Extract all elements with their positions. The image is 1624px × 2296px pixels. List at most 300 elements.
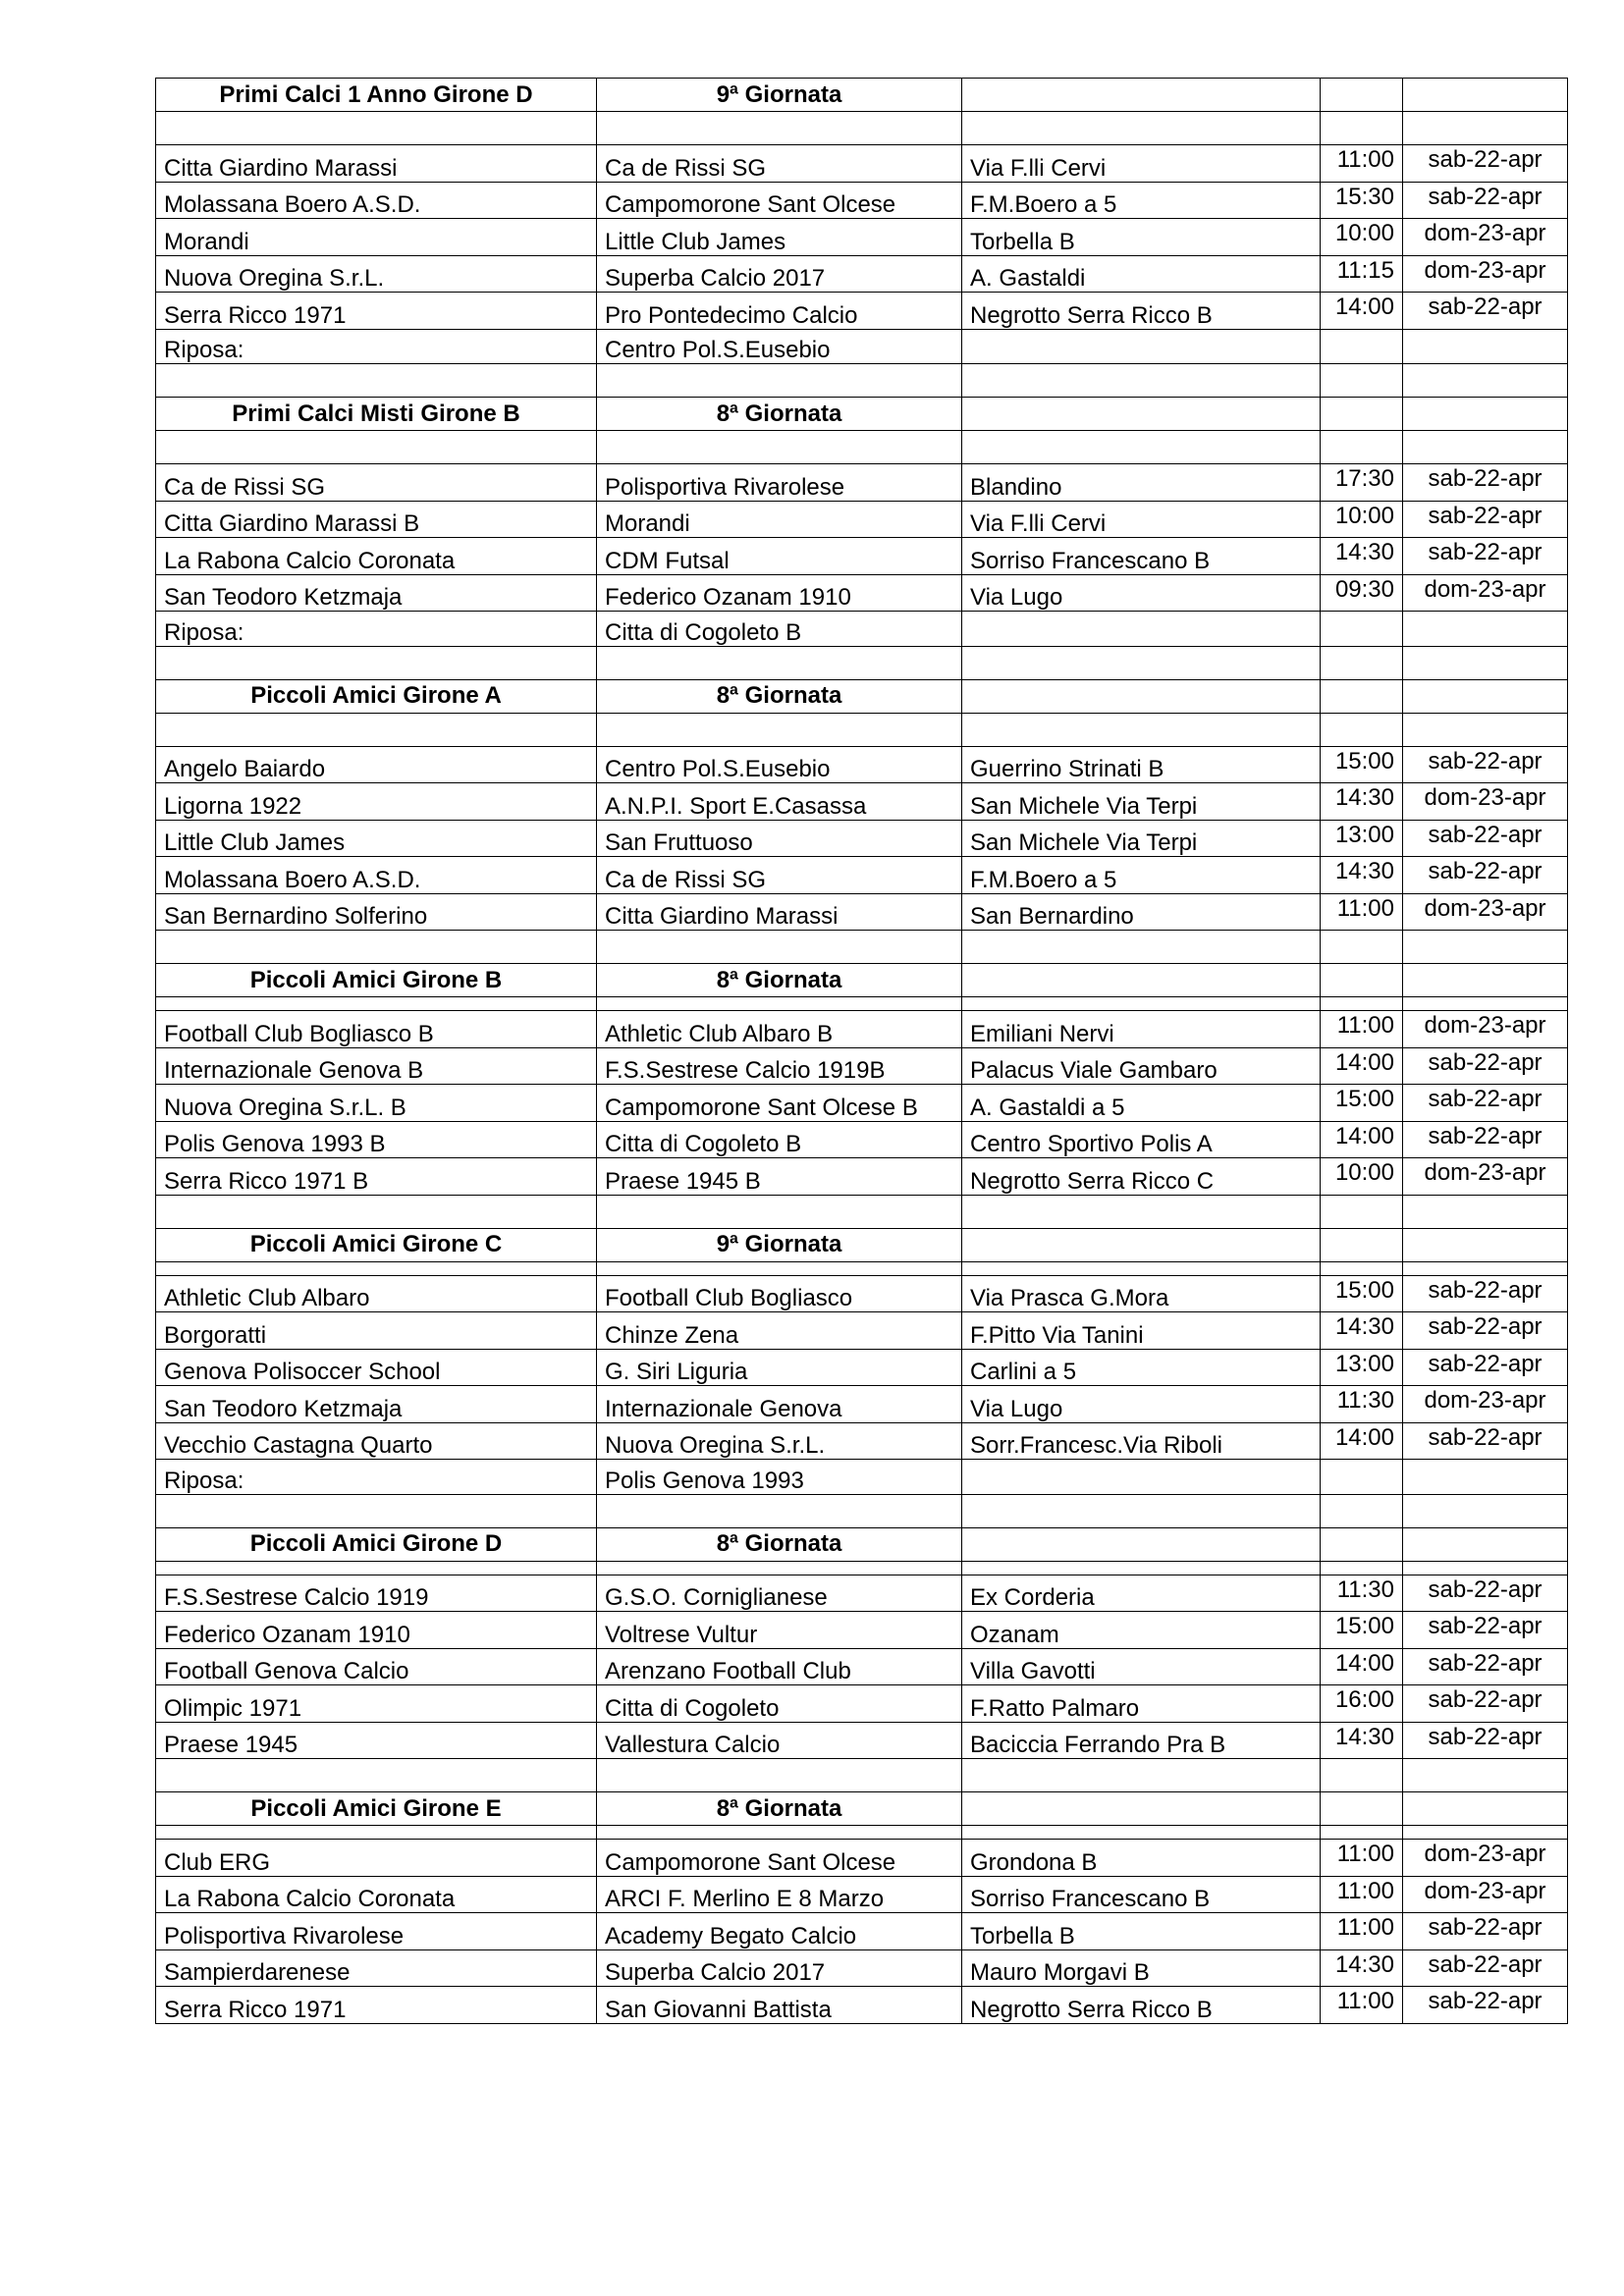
empty-cell	[597, 1759, 962, 1792]
kickoff-time: 14:00	[1321, 1422, 1403, 1460]
empty-cell	[597, 431, 962, 464]
away-team: Athletic Club Albaro B	[597, 1011, 962, 1048]
away-team: Football Club Bogliasco	[597, 1275, 962, 1312]
separator-row	[156, 1195, 1568, 1228]
match-date: sab-22-apr	[1403, 293, 1568, 330]
away-team: Campomorone Sant Olcese	[597, 1840, 962, 1877]
kickoff-time: 14:00	[1321, 1047, 1403, 1085]
venue: Negrotto Serra Ricco C	[962, 1158, 1321, 1196]
kickoff-time: 14:00	[1321, 1121, 1403, 1158]
empty-cell	[1321, 112, 1403, 145]
match-row	[156, 1575, 1568, 1612]
section-header-row	[156, 398, 1568, 431]
section-title: Piccoli Amici Girone D	[156, 1527, 597, 1561]
rest-label: Riposa:	[156, 329, 597, 364]
home-team: Morandi	[156, 219, 597, 256]
empty-cell	[962, 431, 1321, 464]
kickoff-time: 11:30	[1321, 1575, 1403, 1612]
match-row	[156, 1275, 1568, 1312]
home-team: La Rabona Calcio Coronata	[156, 1876, 597, 1913]
away-team: Superba Calcio 2017	[597, 255, 962, 293]
empty-cell	[962, 612, 1321, 647]
rest-team: Citta di Cogoleto B	[597, 612, 962, 647]
empty-cell	[597, 1494, 962, 1527]
venue: Via Lugo	[962, 574, 1321, 612]
home-team: Ligorna 1922	[156, 783, 597, 821]
section-header-row	[156, 1228, 1568, 1261]
match-row	[156, 1349, 1568, 1386]
kickoff-time: 14:00	[1321, 1648, 1403, 1685]
away-team: F.S.Sestrese Calcio 1919B	[597, 1047, 962, 1085]
empty-cell	[597, 713, 962, 746]
match-date: sab-22-apr	[1403, 746, 1568, 783]
home-team: Praese 1945	[156, 1722, 597, 1759]
section-title: Primi Calci Misti Girone B	[156, 398, 597, 431]
schedule-table	[155, 78, 1568, 2024]
kickoff-time: 11:00	[1321, 1840, 1403, 1877]
empty-cell	[156, 997, 597, 1011]
kickoff-time: 14:30	[1321, 857, 1403, 894]
round-label: 8ª Giornata	[597, 398, 962, 431]
spacer-row	[156, 112, 1568, 145]
empty-cell	[962, 1460, 1321, 1495]
venue: Palacus Viale Gambaro	[962, 1047, 1321, 1085]
match-date: dom-23-apr	[1403, 1876, 1568, 1913]
match-date: sab-22-apr	[1403, 1121, 1568, 1158]
match-date: dom-23-apr	[1403, 255, 1568, 293]
empty-cell	[962, 1527, 1321, 1561]
empty-cell	[962, 1494, 1321, 1527]
empty-cell	[1321, 364, 1403, 398]
match-row	[156, 893, 1568, 931]
match-date: sab-22-apr	[1403, 1085, 1568, 1122]
empty-cell	[1403, 964, 1568, 997]
rest-team: Centro Pol.S.Eusebio	[597, 329, 962, 364]
venue: Blandino	[962, 464, 1321, 502]
empty-cell	[1403, 1527, 1568, 1561]
empty-cell	[1321, 646, 1403, 679]
match-row	[156, 255, 1568, 293]
empty-cell	[1321, 398, 1403, 431]
empty-cell	[1321, 997, 1403, 1011]
kickoff-time: 11:00	[1321, 1987, 1403, 2024]
spacer-row	[156, 1561, 1568, 1575]
match-row	[156, 1987, 1568, 2024]
venue: Mauro Morgavi B	[962, 1949, 1321, 1987]
empty-cell	[962, 112, 1321, 145]
away-team: ARCI F. Merlino E 8 Marzo	[597, 1876, 962, 1913]
match-row	[156, 501, 1568, 538]
venue: F.M.Boero a 5	[962, 182, 1321, 219]
empty-cell	[962, 398, 1321, 431]
home-team: F.S.Sestrese Calcio 1919	[156, 1575, 597, 1612]
kickoff-time: 13:00	[1321, 820, 1403, 857]
home-team: Angelo Baiardo	[156, 746, 597, 783]
match-row	[156, 1011, 1568, 1048]
away-team: Federico Ozanam 1910	[597, 574, 962, 612]
empty-cell	[156, 364, 597, 398]
separator-row	[156, 931, 1568, 964]
match-row	[156, 1685, 1568, 1723]
away-team: Ca de Rissi SG	[597, 145, 962, 183]
empty-cell	[1403, 1460, 1568, 1495]
empty-cell	[1403, 931, 1568, 964]
separator-row	[156, 1759, 1568, 1792]
away-team: Little Club James	[597, 219, 962, 256]
match-row	[156, 538, 1568, 575]
match-date: dom-23-apr	[1403, 1011, 1568, 1048]
empty-cell	[1403, 431, 1568, 464]
empty-cell	[156, 1561, 597, 1575]
empty-cell	[1403, 398, 1568, 431]
venue: Emiliani Nervi	[962, 1011, 1321, 1048]
home-team: Molassana Boero A.S.D.	[156, 182, 597, 219]
empty-cell	[156, 1261, 597, 1275]
section-title: Piccoli Amici Girone C	[156, 1228, 597, 1261]
match-row	[156, 219, 1568, 256]
round-label: 8ª Giornata	[597, 1792, 962, 1826]
match-date: sab-22-apr	[1403, 1685, 1568, 1723]
empty-cell	[962, 679, 1321, 713]
away-team: Superba Calcio 2017	[597, 1949, 962, 1987]
home-team: La Rabona Calcio Coronata	[156, 538, 597, 575]
empty-cell	[597, 364, 962, 398]
venue: Carlini a 5	[962, 1349, 1321, 1386]
empty-cell	[1403, 997, 1568, 1011]
kickoff-time: 14:30	[1321, 783, 1403, 821]
venue: Centro Sportivo Polis A	[962, 1121, 1321, 1158]
match-date: dom-23-apr	[1403, 1386, 1568, 1423]
away-team: Arenzano Football Club	[597, 1648, 962, 1685]
home-team: San Teodoro Ketzmaja	[156, 574, 597, 612]
venue: Sorriso Francescano B	[962, 538, 1321, 575]
empty-cell	[156, 1195, 597, 1228]
section-header-row	[156, 1792, 1568, 1826]
home-team: Football Genova Calcio	[156, 1648, 597, 1685]
rest-row	[156, 329, 1568, 364]
match-row	[156, 746, 1568, 783]
home-team: Polisportiva Rivarolese	[156, 1913, 597, 1950]
away-team: Citta Giardino Marassi	[597, 893, 962, 931]
home-team: Molassana Boero A.S.D.	[156, 857, 597, 894]
home-team: Little Club James	[156, 820, 597, 857]
match-row	[156, 182, 1568, 219]
venue: Guerrino Strinati B	[962, 746, 1321, 783]
empty-cell	[1321, 1561, 1403, 1575]
venue: Via Prasca G.Mora	[962, 1275, 1321, 1312]
section-header-row	[156, 679, 1568, 713]
venue: A. Gastaldi a 5	[962, 1085, 1321, 1122]
empty-cell	[1321, 964, 1403, 997]
kickoff-time: 15:00	[1321, 1085, 1403, 1122]
spacer-row	[156, 1826, 1568, 1840]
section-header-row	[156, 79, 1568, 112]
venue: San Michele Via Terpi	[962, 820, 1321, 857]
home-team: San Bernardino Solferino	[156, 893, 597, 931]
section-title: Primi Calci 1 Anno Girone D	[156, 79, 597, 112]
away-team: CDM Futsal	[597, 538, 962, 575]
kickoff-time: 15:30	[1321, 182, 1403, 219]
empty-cell	[597, 1826, 962, 1840]
home-team: Serra Ricco 1971 B	[156, 1158, 597, 1196]
home-team: Citta Giardino Marassi	[156, 145, 597, 183]
empty-cell	[156, 1759, 597, 1792]
empty-cell	[962, 997, 1321, 1011]
match-date: sab-22-apr	[1403, 1349, 1568, 1386]
match-date: sab-22-apr	[1403, 857, 1568, 894]
away-team: Citta di Cogoleto	[597, 1685, 962, 1723]
away-team: G. Siri Liguria	[597, 1349, 962, 1386]
match-date: sab-22-apr	[1403, 1312, 1568, 1350]
match-row	[156, 1386, 1568, 1423]
venue: Ozanam	[962, 1612, 1321, 1649]
empty-cell	[1403, 713, 1568, 746]
match-date: sab-22-apr	[1403, 1722, 1568, 1759]
empty-cell	[1321, 1195, 1403, 1228]
home-team: Nuova Oregina S.r.L. B	[156, 1085, 597, 1122]
match-date: sab-22-apr	[1403, 1949, 1568, 1987]
match-date: sab-22-apr	[1403, 1047, 1568, 1085]
match-date: sab-22-apr	[1403, 1275, 1568, 1312]
empty-cell	[1321, 1826, 1403, 1840]
kickoff-time: 14:00	[1321, 293, 1403, 330]
venue: Grondona B	[962, 1840, 1321, 1877]
section-title: Piccoli Amici Girone E	[156, 1792, 597, 1826]
empty-cell	[962, 931, 1321, 964]
home-team: Serra Ricco 1971	[156, 1987, 597, 2024]
match-date: sab-22-apr	[1403, 182, 1568, 219]
away-team: Citta di Cogoleto B	[597, 1121, 962, 1158]
round-label: 9ª Giornata	[597, 79, 962, 112]
match-date: sab-22-apr	[1403, 1612, 1568, 1649]
home-team: Nuova Oregina S.r.L.	[156, 255, 597, 293]
kickoff-time: 14:30	[1321, 1312, 1403, 1350]
kickoff-time: 09:30	[1321, 574, 1403, 612]
empty-cell	[1403, 1759, 1568, 1792]
match-row	[156, 857, 1568, 894]
venue: F.Ratto Palmaro	[962, 1685, 1321, 1723]
match-row	[156, 1158, 1568, 1196]
empty-cell	[1321, 612, 1403, 647]
match-date: dom-23-apr	[1403, 893, 1568, 931]
home-team: Sampierdarenese	[156, 1949, 597, 1987]
away-team: Voltrese Vultur	[597, 1612, 962, 1649]
empty-cell	[597, 997, 962, 1011]
match-date: dom-23-apr	[1403, 783, 1568, 821]
venue: San Bernardino	[962, 893, 1321, 931]
away-team: Academy Begato Calcio	[597, 1913, 962, 1950]
match-row	[156, 293, 1568, 330]
separator-row	[156, 646, 1568, 679]
empty-cell	[1403, 1826, 1568, 1840]
kickoff-time: 17:30	[1321, 464, 1403, 502]
home-team: Football Club Bogliasco B	[156, 1011, 597, 1048]
match-date: dom-23-apr	[1403, 574, 1568, 612]
section-title: Piccoli Amici Girone A	[156, 679, 597, 713]
kickoff-time: 10:00	[1321, 1158, 1403, 1196]
away-team: Ca de Rissi SG	[597, 857, 962, 894]
rest-row	[156, 612, 1568, 647]
away-team: San Fruttuoso	[597, 820, 962, 857]
match-row	[156, 1085, 1568, 1122]
away-team: Pro Pontedecimo Calcio	[597, 293, 962, 330]
empty-cell	[1403, 679, 1568, 713]
away-team: Polisportiva Rivarolese	[597, 464, 962, 502]
empty-cell	[1403, 1494, 1568, 1527]
away-team: Campomorone Sant Olcese B	[597, 1085, 962, 1122]
venue: F.Pitto Via Tanini	[962, 1312, 1321, 1350]
empty-cell	[962, 1826, 1321, 1840]
kickoff-time: 11:00	[1321, 893, 1403, 931]
empty-cell	[962, 79, 1321, 112]
kickoff-time: 11:00	[1321, 1913, 1403, 1950]
empty-cell	[1321, 1228, 1403, 1261]
empty-cell	[1403, 612, 1568, 647]
match-row	[156, 1612, 1568, 1649]
home-team: Athletic Club Albaro	[156, 1275, 597, 1312]
match-date: sab-22-apr	[1403, 464, 1568, 502]
empty-cell	[597, 646, 962, 679]
home-team: Internazionale Genova B	[156, 1047, 597, 1085]
kickoff-time: 14:30	[1321, 538, 1403, 575]
venue: Negrotto Serra Ricco B	[962, 1987, 1321, 2024]
empty-cell	[1403, 1792, 1568, 1826]
match-row	[156, 145, 1568, 183]
empty-cell	[597, 931, 962, 964]
kickoff-time: 15:00	[1321, 746, 1403, 783]
empty-cell	[1321, 1527, 1403, 1561]
match-row	[156, 1913, 1568, 1950]
venue: Torbella B	[962, 219, 1321, 256]
venue: Via F.lli Cervi	[962, 145, 1321, 183]
empty-cell	[156, 431, 597, 464]
empty-cell	[597, 1561, 962, 1575]
venue: Torbella B	[962, 1913, 1321, 1950]
empty-cell	[962, 1261, 1321, 1275]
away-team: Centro Pol.S.Eusebio	[597, 746, 962, 783]
match-row	[156, 1876, 1568, 1913]
away-team: Vallestura Calcio	[597, 1722, 962, 1759]
empty-cell	[962, 713, 1321, 746]
empty-cell	[962, 329, 1321, 364]
home-team: San Teodoro Ketzmaja	[156, 1386, 597, 1423]
empty-cell	[156, 931, 597, 964]
empty-cell	[1321, 1494, 1403, 1527]
match-row	[156, 1949, 1568, 1987]
kickoff-time: 15:00	[1321, 1612, 1403, 1649]
kickoff-time: 14:30	[1321, 1722, 1403, 1759]
home-team: Borgoratti	[156, 1312, 597, 1350]
spacer-row	[156, 997, 1568, 1011]
match-row	[156, 1722, 1568, 1759]
empty-cell	[1321, 1261, 1403, 1275]
round-label: 8ª Giornata	[597, 1527, 962, 1561]
match-date: sab-22-apr	[1403, 501, 1568, 538]
match-date: sab-22-apr	[1403, 1422, 1568, 1460]
section-title: Piccoli Amici Girone B	[156, 964, 597, 997]
kickoff-time: 10:00	[1321, 501, 1403, 538]
match-row	[156, 820, 1568, 857]
empty-cell	[1403, 364, 1568, 398]
rest-label: Riposa:	[156, 612, 597, 647]
venue: Via Lugo	[962, 1386, 1321, 1423]
empty-cell	[597, 1195, 962, 1228]
venue: Negrotto Serra Ricco B	[962, 293, 1321, 330]
empty-cell	[1321, 1759, 1403, 1792]
away-team: Morandi	[597, 501, 962, 538]
empty-cell	[597, 1261, 962, 1275]
empty-cell	[1403, 79, 1568, 112]
kickoff-time: 13:00	[1321, 1349, 1403, 1386]
separator-row	[156, 364, 1568, 398]
rest-team: Polis Genova 1993	[597, 1460, 962, 1495]
kickoff-time: 15:00	[1321, 1275, 1403, 1312]
match-row	[156, 1422, 1568, 1460]
away-team: Nuova Oregina S.r.L.	[597, 1422, 962, 1460]
empty-cell	[156, 112, 597, 145]
empty-cell	[1321, 329, 1403, 364]
empty-cell	[962, 964, 1321, 997]
venue: Baciccia Ferrando Pra B	[962, 1722, 1321, 1759]
spacer-row	[156, 1261, 1568, 1275]
kickoff-time: 10:00	[1321, 219, 1403, 256]
venue: Ex Corderia	[962, 1575, 1321, 1612]
empty-cell	[962, 1792, 1321, 1826]
away-team: Praese 1945 B	[597, 1158, 962, 1196]
match-date: sab-22-apr	[1403, 1575, 1568, 1612]
match-row	[156, 1047, 1568, 1085]
separator-row	[156, 1494, 1568, 1527]
empty-cell	[1321, 679, 1403, 713]
match-row	[156, 1312, 1568, 1350]
round-label: 8ª Giornata	[597, 679, 962, 713]
match-date: dom-23-apr	[1403, 219, 1568, 256]
section-header-row	[156, 1527, 1568, 1561]
section-header-row	[156, 964, 1568, 997]
venue: Villa Gavotti	[962, 1648, 1321, 1685]
empty-cell	[1403, 646, 1568, 679]
kickoff-time: 14:30	[1321, 1949, 1403, 1987]
empty-cell	[962, 646, 1321, 679]
venue: Sorr.Francesc.Via Riboli	[962, 1422, 1321, 1460]
home-team: Ca de Rissi SG	[156, 464, 597, 502]
empty-cell	[156, 646, 597, 679]
home-team: Olimpic 1971	[156, 1685, 597, 1723]
home-team: Vecchio Castagna Quarto	[156, 1422, 597, 1460]
match-date: sab-22-apr	[1403, 820, 1568, 857]
spacer-row	[156, 431, 1568, 464]
kickoff-time: 11:00	[1321, 1876, 1403, 1913]
match-date: sab-22-apr	[1403, 538, 1568, 575]
match-date: dom-23-apr	[1403, 1158, 1568, 1196]
home-team: Serra Ricco 1971	[156, 293, 597, 330]
kickoff-time: 11:15	[1321, 255, 1403, 293]
empty-cell	[1321, 431, 1403, 464]
away-team: G.S.O. Corniglianese	[597, 1575, 962, 1612]
away-team: A.N.P.I. Sport E.Casassa	[597, 783, 962, 821]
match-row	[156, 1648, 1568, 1685]
home-team: Genova Polisoccer School	[156, 1349, 597, 1386]
match-date: sab-22-apr	[1403, 1913, 1568, 1950]
venue: Sorriso Francescano B	[962, 1876, 1321, 1913]
empty-cell	[156, 1826, 597, 1840]
empty-cell	[156, 1494, 597, 1527]
empty-cell	[1321, 713, 1403, 746]
home-team: Citta Giardino Marassi B	[156, 501, 597, 538]
home-team: Polis Genova 1993 B	[156, 1121, 597, 1158]
empty-cell	[1321, 1460, 1403, 1495]
rest-label: Riposa:	[156, 1460, 597, 1495]
